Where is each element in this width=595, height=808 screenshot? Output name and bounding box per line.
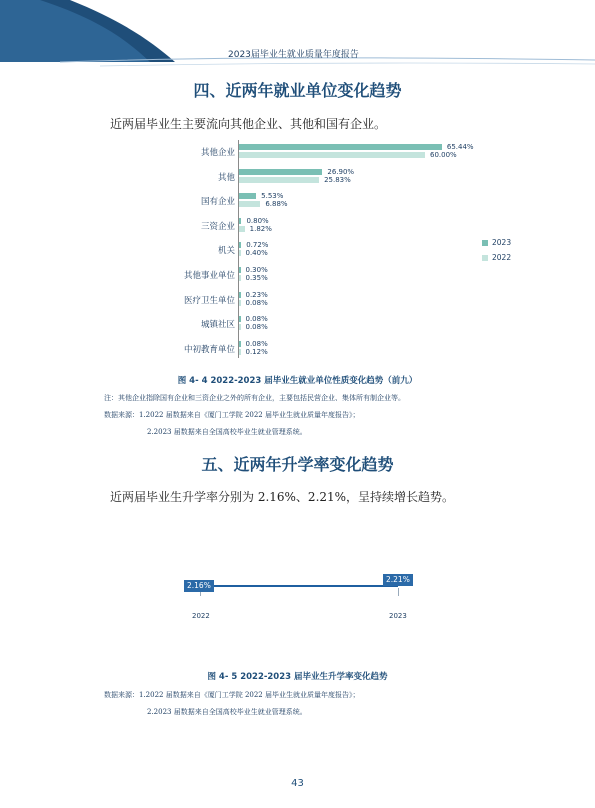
bar-2022: [239, 152, 425, 158]
bar-2023: [239, 169, 322, 175]
figure-caption: 图 4- 4 2022-2023 届毕业生就业单位性质变化趋势（前九）: [177, 376, 418, 386]
data-label: 26.90%: [327, 167, 355, 176]
data-label: 6.88%: [265, 200, 288, 209]
data-label: 0.40%: [245, 249, 268, 258]
bar-2023: [239, 316, 241, 322]
bar-2023: [239, 193, 256, 199]
bar-2023: [239, 242, 241, 248]
page-number: 43: [291, 778, 304, 789]
series-line: [200, 585, 398, 587]
category-label: 其他事业单位: [183, 271, 235, 281]
legend-2023: 2023: [482, 238, 511, 247]
data-label: 0.08%: [245, 323, 268, 332]
bar-2022: [239, 300, 241, 306]
data-label: 0.08%: [245, 298, 268, 307]
section-intro: 近两届毕业生升学率分别为 2.16%、2.21%，呈持续增长趋势。: [110, 490, 455, 504]
data-label: 60.00%: [430, 151, 457, 159]
data-label: 0.12%: [245, 347, 268, 356]
data-label: 0.35%: [245, 274, 268, 282]
bar-2022: [239, 275, 241, 281]
category-label: 中初教育单位: [183, 344, 235, 355]
data-source: 2.2023 届数据来自全国高校毕业生就业管理系统。: [147, 428, 307, 436]
data-label: 0.30%: [245, 266, 268, 274]
bar-2023: [239, 218, 241, 224]
bar-2023: [239, 144, 442, 150]
bar-2023: [239, 267, 241, 273]
section-title: 五、近两年升学率变化趋势: [201, 455, 394, 474]
bar-2023: [239, 292, 241, 298]
header-title: 2023届毕业生就业质量年度报告: [228, 50, 359, 60]
data-label: 0.80%: [246, 216, 269, 225]
data-label: 0.08%: [245, 315, 268, 324]
x-tick-label: 2022: [192, 612, 210, 620]
bar-2022: [239, 250, 241, 256]
section-title: 四、近两年就业单位变化趋势: [193, 81, 402, 100]
data-label: 2.16%: [184, 580, 214, 592]
category-label: 国有企业: [200, 197, 235, 208]
bar-2022: [239, 324, 241, 330]
figure-note: 注：其他企业指除国有企业和三资企业之外的所有企业，主要包括民营企业、集体所有制企业等。: [104, 394, 405, 402]
data-label: 0.72%: [246, 241, 269, 250]
data-label: 65.44%: [446, 143, 474, 151]
bar-2022: [239, 349, 241, 355]
category-label: 三资企业: [200, 221, 235, 232]
x-tick: [398, 588, 399, 596]
bar-2022: [239, 226, 245, 232]
category-label: 其他企业: [200, 148, 235, 158]
category-label: 其他: [217, 172, 235, 183]
category-label: 机关: [217, 246, 235, 257]
legend-2022: 2022: [482, 253, 511, 262]
data-source: 2.2023 届数据来自全国高校毕业生就业管理系统。: [147, 708, 307, 716]
category-label: 城镇社区: [200, 320, 235, 331]
data-label: 5.53%: [261, 192, 284, 201]
legend-swatch: [482, 255, 488, 261]
data-label: 25.83%: [324, 175, 351, 184]
bar-2023: [239, 341, 241, 347]
bar-2022: [239, 177, 319, 183]
legend-swatch: [482, 240, 488, 246]
bar-2022: [239, 201, 260, 207]
category-label: 医疗卫生单位: [183, 295, 235, 306]
data-source: 数据来源：1.2022 届数据来自《厦门工学院 2022 届毕业生就业质量年度报告》；: [104, 411, 360, 419]
data-label: 0.23%: [245, 290, 268, 299]
data-label: 0.08%: [245, 339, 268, 348]
section-intro: 近两届毕业生主要流向其他企业、其他和国有企业。: [110, 117, 387, 131]
data-source: 数据来源：1.2022 届数据来自《厦门工学院 2022 届毕业生就业质量年度报告》；: [104, 691, 360, 699]
data-label: 1.82%: [249, 224, 272, 233]
x-tick-label: 2023: [389, 612, 407, 620]
data-label: 2.21%: [383, 574, 413, 586]
figure-caption: 图 4- 5 2022-2023 届毕业生升学率变化趋势: [207, 672, 388, 682]
